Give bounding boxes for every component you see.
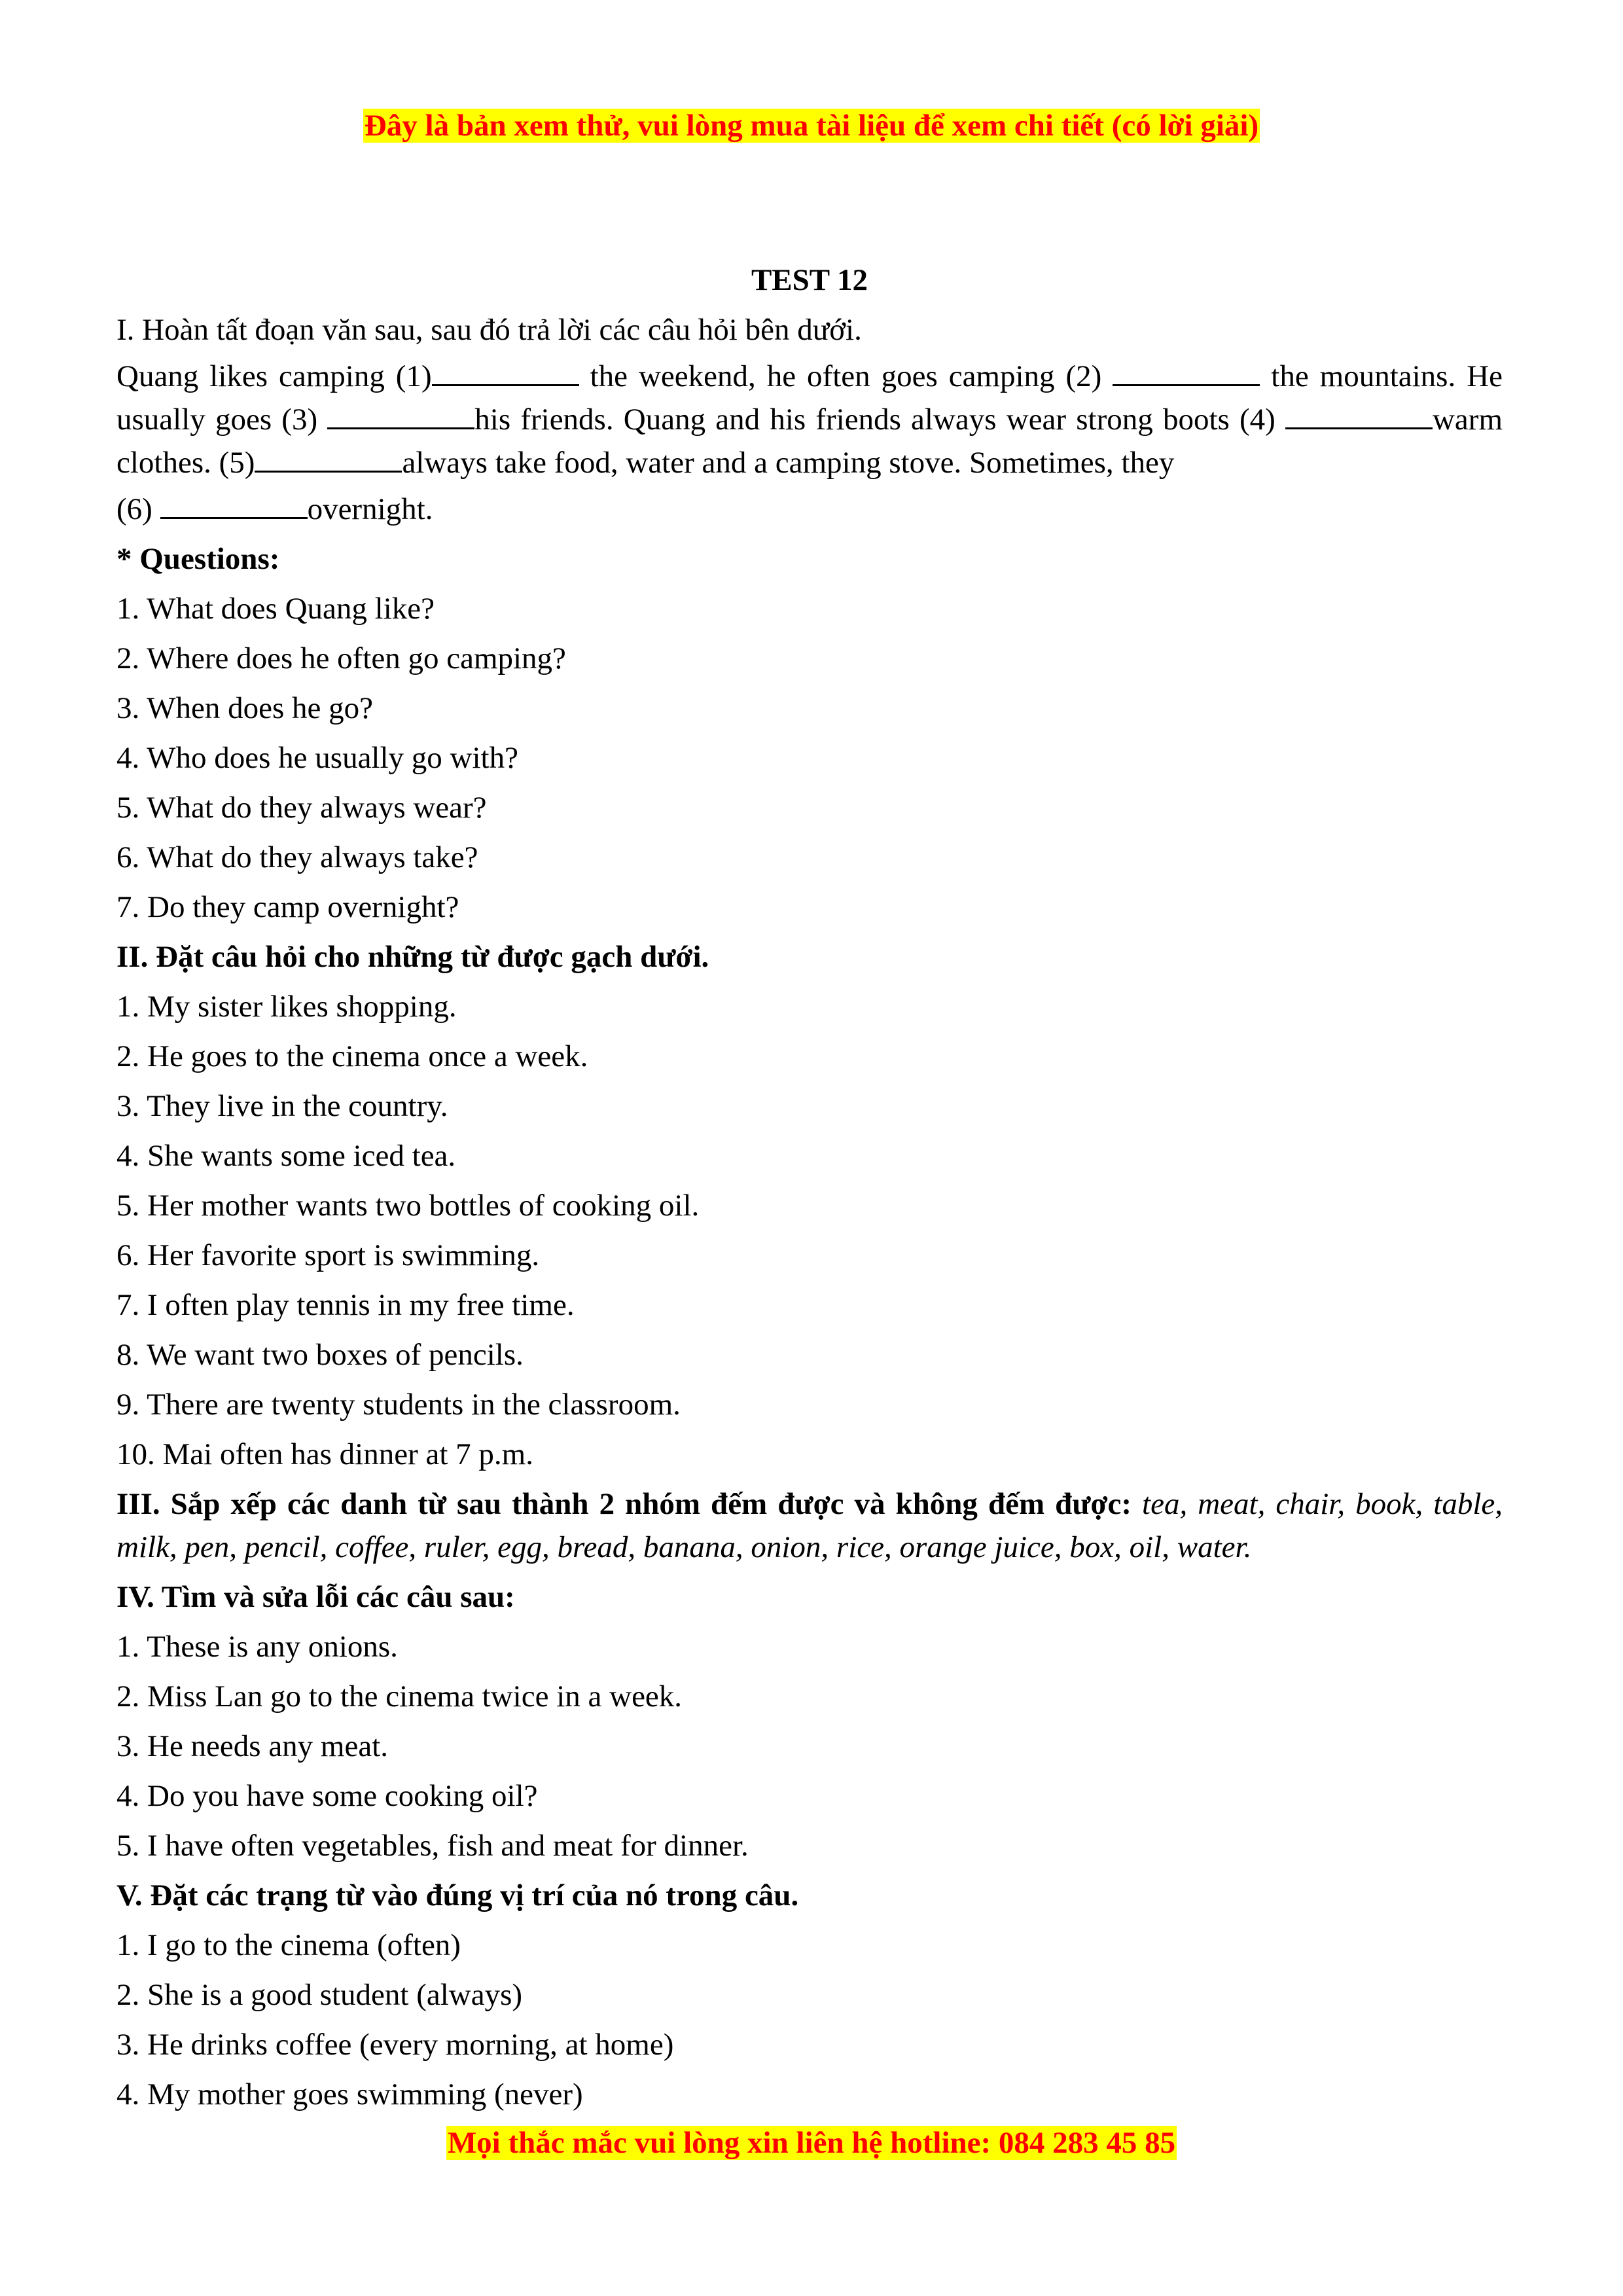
passage-text: the weekend, he often goes camping (2) [579,359,1113,393]
exercise-item: 3. They live in the country. [116,1089,448,1123]
question-item: 5. What do they always wear? [116,791,487,825]
blank-4[interactable] [1285,401,1433,429]
hotline-notice [0,2123,1623,2162]
passage-last-line [116,484,1503,534]
exercise-item: 6. Her favorite sport is swimming. [116,1238,540,1272]
exercise-item: 3. He needs any meat. [116,1729,389,1763]
question-item: 2. Where does he often go camping? [116,641,566,675]
exercise-item: 9. There are twenty students in the classroom. [116,1388,681,1422]
exercise-item: 4. She wants some iced tea. [116,1139,456,1173]
question-item: 1. What does Quang like? [116,592,435,626]
hotline-notice-text: Mọi thắc mắc vui lòng xin liên hệ hotline: 084 283 45 85 [447,2126,1176,2160]
exercise-item: 8. We want two boxes of pencils. [116,1338,524,1372]
passage-text: overnight. [307,492,433,526]
cloze-passage [116,355,1503,484]
passage-text: Quang likes camping (1) [116,359,432,393]
passage-text: the mountains. He usually goes (3) [116,359,1503,437]
passage-text: always take food, water and a camping stove. Sometimes, they [402,446,1175,480]
noun-list: tea, meat, chair, book, table, milk, pen, pencil, coffee, ruler, egg, bread, banana, onion, rice, orange juice, box, oil, water. [116,1487,1503,1564]
exercise-item: 2. She is a good student (always) [116,1978,523,2012]
exercise-item: 2. Miss Lan go to the cinema twice in a week. [116,1679,683,1713]
exercise-item: 1. My sister likes shopping. [116,990,457,1024]
preview-notice [0,106,1623,145]
exercise-item: 1. I go to the cinema (often) [116,1928,461,1962]
exercise-item: 5. I have often vegetables, fish and meat for dinner. [116,1829,749,1863]
exercise-item: 3. He drinks coffee (every morning, at home) [116,2028,674,2062]
exercise-item: 7. I often play tennis in my free time. [116,1288,575,1322]
section-2-heading: II. Đặt câu hỏi cho những từ được gạch dưới. [116,940,709,974]
question-item: 7. Do they camp overnight? [116,890,459,924]
exercise-item: 4. Do you have some cooking oil? [116,1779,538,1813]
exercise-item: 2. He goes to the cinema once a week. [116,1039,588,1073]
blank-1[interactable] [432,358,579,386]
exercise-item: 10. Mai often has dinner at 7 p.m. [116,1437,533,1471]
question-item: 6. What do they always take? [116,840,478,874]
passage-text: warm clothes. (5) [116,403,1503,480]
section-5-heading: V. Đặt các trạng từ vào đúng vị trí của nó trong câu. [116,1878,799,1912]
test-title: TEST 12 [751,263,868,297]
blank-2[interactable] [1113,358,1260,386]
question-item: 4. Who does he usually go with? [116,741,518,775]
exercise-item: 4. My mother goes swimming (never) [116,2077,583,2111]
preview-notice-text: Đây là bản xem thử, vui lòng mua tài liệu để xem chi tiết (có lời giải) [364,109,1259,143]
section-1-heading: I. Hoàn tất đoạn văn sau, sau đó trả lời các câu hỏi bên dưới. [116,313,862,347]
exercise-item: 5. Her mother wants two bottles of cooking oil. [116,1189,700,1223]
question-item: 3. When does he go? [116,691,373,725]
exercise-item: 1. These is any onions. [116,1630,398,1664]
section-4-heading: IV. Tìm và sửa lỗi các câu sau: [116,1580,515,1614]
questions-heading: * Questions: [116,542,280,576]
blank-5[interactable] [255,444,402,473]
section-3-heading: III. Sắp xếp các danh từ sau thành 2 nhóm đếm được và không đếm được: [116,1487,1132,1521]
blank-3[interactable] [327,401,474,429]
passage-text: (6) [116,492,160,526]
passage-text: his friends. Quang and his friends always wear strong boots (4) [474,403,1285,437]
document-body [116,255,1503,2119]
blank-6[interactable] [160,491,308,519]
section-3 [116,1482,1503,1569]
